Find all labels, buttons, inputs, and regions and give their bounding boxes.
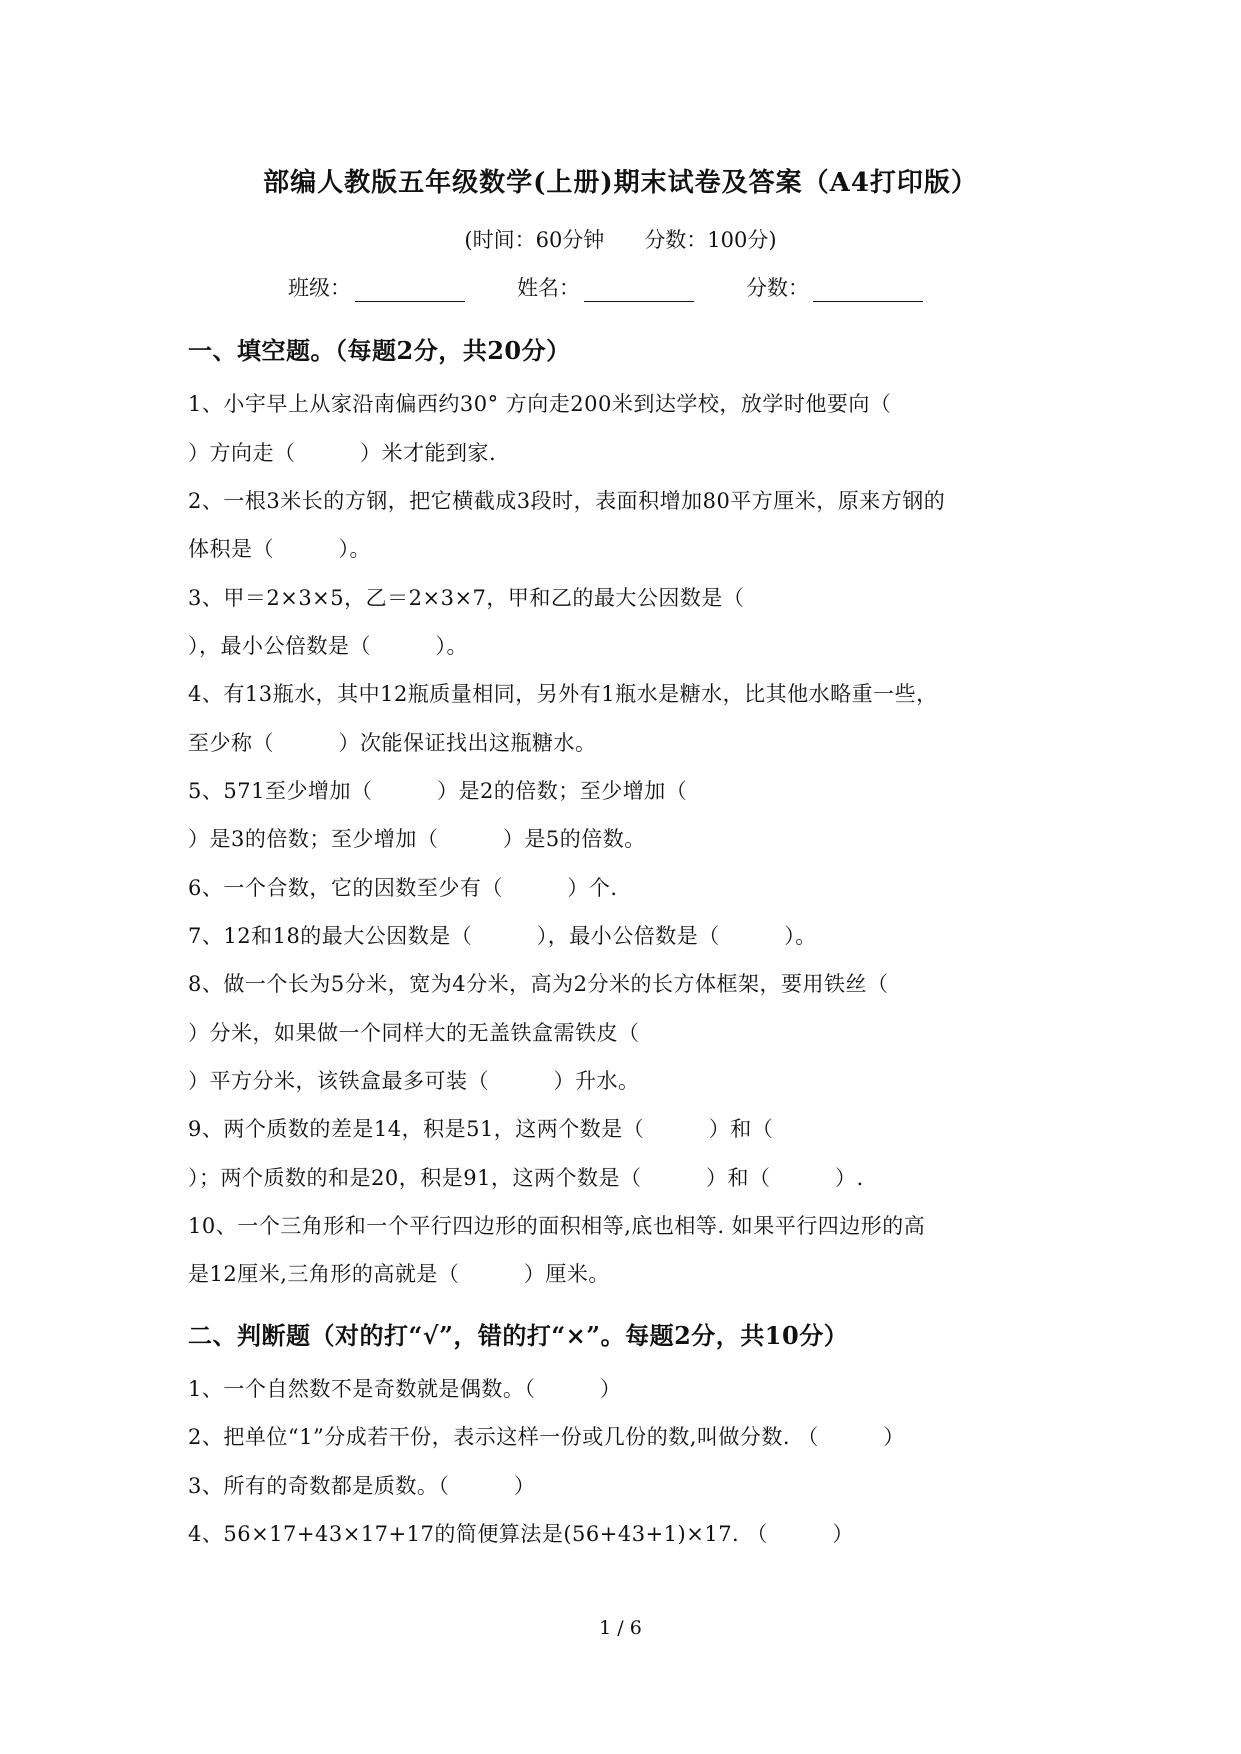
question-line: ），最小公倍数是（ ）。 xyxy=(188,634,468,658)
name-label: 姓名： xyxy=(517,276,580,300)
score-label: 分数： xyxy=(746,276,809,300)
question-line: ）平方分米，该铁盒最多可装（ ）升水。 xyxy=(188,1069,640,1093)
question-line: 4、有13瓶水，其中12瓶质量相同，另外有1瓶水是糖水，比其他水略重一些， xyxy=(188,682,938,706)
question-line: 9、两个质数的差是14，积是51，这两个数是（ ）和（ xyxy=(188,1117,774,1141)
question-line: 8、做一个长为5分米，宽为4分米，高为2分米的长方体框架，要用铁丝（ xyxy=(188,972,889,996)
question-line: 6、一个合数，它的因数至少有（ ）个. xyxy=(188,876,618,900)
name-field xyxy=(517,272,694,302)
total-score-info: 分数：100分) xyxy=(644,228,777,252)
student-info-fields xyxy=(288,272,975,302)
name-blank[interactable] xyxy=(584,279,694,302)
question-line: ）是3的倍数；至少增加（ ）是5的倍数。 xyxy=(188,827,646,851)
score-blank[interactable] xyxy=(813,279,923,302)
page-title: 部编人教版五年级数学(上册)期末试卷及答案（A4打印版） xyxy=(263,168,978,198)
question-line: 5、571至少增加（ ）是2的倍数；至少增加（ xyxy=(188,779,688,803)
question-line: 体积是（ ）。 xyxy=(188,537,371,561)
question-line: ）；两个质数的和是20，积是91，这两个数是（ ）和（ ）. xyxy=(188,1166,864,1190)
question-line: 2、一根3米长的方钢，把它横截成3段时，表面积增加80平方厘米，原来方钢的 xyxy=(188,489,946,513)
question-line: 3、甲＝2×3×5，乙＝2×3×7，甲和乙的最大公因数是（ xyxy=(188,586,745,610)
class-field xyxy=(288,272,465,302)
question-line: 1、一个自然数不是奇数就是偶数。（ ） xyxy=(188,1377,622,1401)
question-line: 至少称（ ）次能保证找出这瓶糖水。 xyxy=(188,731,597,755)
score-field xyxy=(746,272,923,302)
question-line: 2、把单位“1”分成若干份，表示这样一份或几份的数,叫做分数. （ ） xyxy=(188,1425,905,1449)
time-info: (时间：60分钟 xyxy=(464,228,605,252)
class-label: 班级： xyxy=(288,276,351,300)
question-line: ）方向走（ ）米才能到家. xyxy=(188,441,497,465)
question-line: 3、所有的奇数都是质数。（ ） xyxy=(188,1474,536,1498)
question-line: 7、12和18的最大公因数是（ ），最小公倍数是（ ）。 xyxy=(188,924,817,948)
question-line: 是12厘米,三角形的高就是（ ）厘米。 xyxy=(188,1262,610,1286)
question-line: 10、一个三角形和一个平行四边形的面积相等,底也相等. 如果平行四边形的高 xyxy=(188,1214,926,1238)
page-number: 1 / 6 xyxy=(599,1617,642,1639)
class-blank[interactable] xyxy=(355,279,465,302)
question-line: ）分米，如果做一个同样大的无盖铁盒需铁皮（ xyxy=(188,1021,640,1045)
section-2-heading: 二、判断题（对的打“√”，错的打“×”。每题2分，共10分） xyxy=(188,1321,849,1350)
section-1-heading: 一、填空题。（每题2分，共20分） xyxy=(188,336,571,365)
question-line: 1、小宇早上从家沿南偏西约30° 方向走200米到达学校，放学时他要向（ xyxy=(188,392,892,416)
exam-meta xyxy=(0,224,1241,254)
question-line: 4、56×17+43×17+17的简便算法是(56+43+1)×17. （ ） xyxy=(188,1522,854,1546)
